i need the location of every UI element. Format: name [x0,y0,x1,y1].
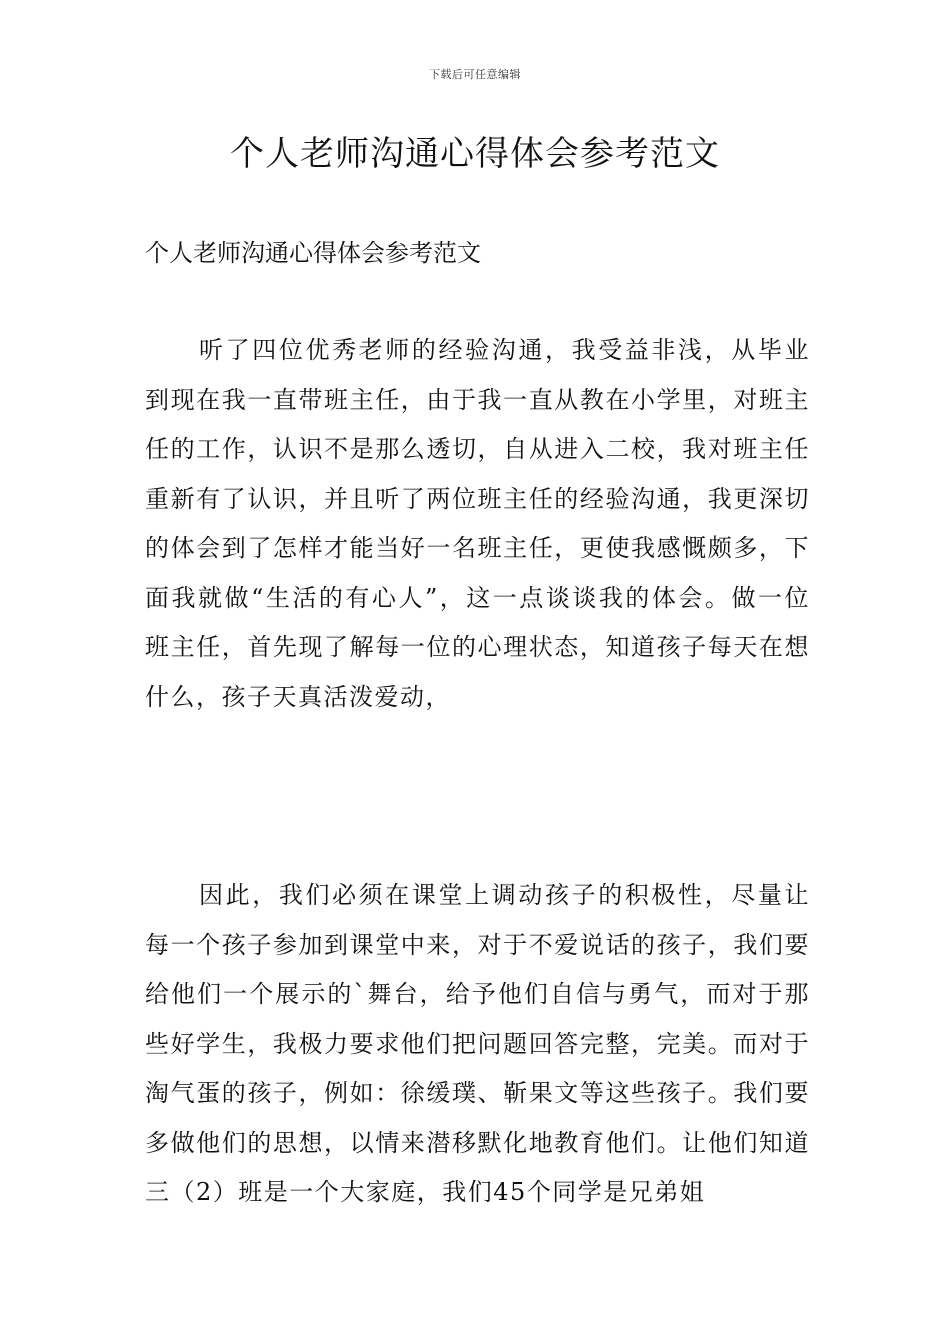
document-title: 个人老师沟通心得体会参考范文 [230,134,720,174]
body-paragraph-2: 因此，我们必须在课堂上调动孩子的积极性，尽量让每一个孩子参加到课堂中来，对于不爱说话的孩子，我们要给他们一个展示的`舞台，给予他们自信与勇气，而对于那些好学生，我极力要求他们把问题回答完整，完美。而对于淘气蛋的孩子，例如：徐缓璞、靳果文等这些孩子。我们要多做他们的思想，以情来潜移默化地教育他们。让他们知道三（2）班是一个大家庭，我们45个同学是兄弟姐 [145,881,810,1206]
document-subtitle: 个人老师沟通心得体会参考范文 [145,239,481,267]
header-note: 下载后可任意编辑 [429,68,521,81]
body-paragraph-1: 听了四位优秀老师的经验沟通，我受益非浅，从毕业到现在我一直带班主任，由于我一直从教在小学里，对班主任的工作，认识不是那么透切，自从进入二校，我对班主任重新有了认识，并且听了两位班主任的经验沟通，我更深切的体会到了怎样才能当好一名班主任，更使我感慨颇多，下面我就做“生活的有心人”，这一点谈谈我的体会。做一位班主任，首先现了解每一位的心理状态，知道孩子每天在想什么，孩子天真活泼爱动， [145,336,810,711]
